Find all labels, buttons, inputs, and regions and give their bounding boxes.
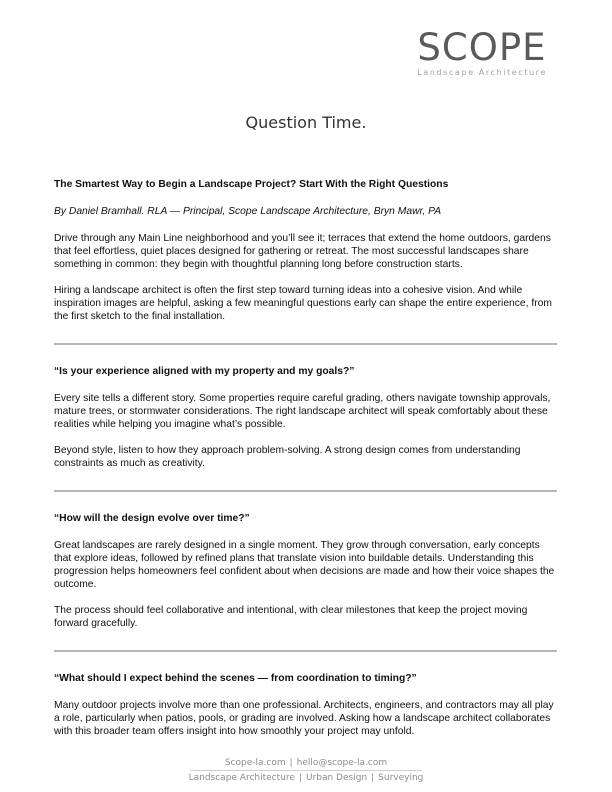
section-paragraph: Great landscapes are rarely designed in a single moment. They grow through conversation, early concepts that explore ideas, followed by refined plans that translate vision into buildable details. Understanding this progression helps homeowners feel confident about when decisions are made and how their voice shapes the outcome. <box>54 540 555 590</box>
footer-email-link[interactable]: hello@scope-la.com <box>296 758 388 768</box>
footer-rule <box>190 770 422 771</box>
intro-paragraph: Hiring a landscape architect is often the first step toward turning ideas into a cohesive vision. And while inspiration images are helpful, asking a few meaningful questions early can shape the entire experience, from the first sketch to the final installation. <box>54 285 552 322</box>
article-byline: By Daniel Bramhall. RLA — Principal, Scope Landscape Architecture, Bryn Mawr, PA <box>54 206 442 217</box>
section-paragraph: Beyond style, listen to how they approach problem-solving. A strong design comes from understanding constraints as much as creativity. <box>54 445 521 469</box>
section-question: “Is your experience aligned with my property and my goals?” <box>54 366 355 377</box>
section-question: “What should I expect behind the scenes — from coordination to timing?” <box>54 673 417 684</box>
footer-services <box>0 773 612 783</box>
article-body <box>54 178 559 738</box>
section-divider <box>54 490 557 492</box>
section-paragraph: Many outdoor projects involve more than one professional. Architects, engineers, and contractors may all play a role, particularly when patios, pools, or grading are involved. Asking how a landscape architect collaborates with this broader team offers insight into how smoothly your project may unfold. <box>54 700 554 737</box>
footer-separator: | <box>298 773 302 783</box>
section-paragraph: The process should feel collaborative and intentional, with clear milestones that keep the project moving forward gracefully. <box>54 605 528 629</box>
footer-service: Surveying <box>378 773 424 783</box>
logo-tagline: Landscape Architecture <box>417 67 547 77</box>
section-divider <box>54 343 557 345</box>
footer-separator: | <box>371 773 375 783</box>
section-question: “How will the design evolve over time?” <box>54 513 250 524</box>
section-divider <box>54 650 557 652</box>
footer-service: Urban Design <box>305 773 368 783</box>
page-title: Question Time. <box>245 113 367 132</box>
article-headline: The Smartest Way to Begin a Landscape Project? Start With the Right Questions <box>54 179 449 190</box>
footer-service: Landscape Architecture <box>188 773 295 783</box>
intro-paragraph: Drive through any Main Line neighborhood and you’ll see it; terraces that extend the home outdoors, gardens that feel effortless, quiet places designed for gathering or retreat. The most successful landscapes share something in common: they begin with thoughtful planning long before construction starts. <box>54 233 551 270</box>
footer-website-link[interactable]: Scope-la.com <box>224 758 286 768</box>
section-paragraph: Every site tells a different story. Some properties require careful grading, others navigate township approvals, mature trees, or stormwater considerations. The right landscape architect will speak comfortably about these realities while helping you imagine what’s possible. <box>54 393 551 430</box>
scope-logo <box>408 26 556 77</box>
footer-separator: | <box>289 758 293 768</box>
logo-wordmark: SCOPE <box>417 26 547 69</box>
footer-contact <box>0 758 612 768</box>
